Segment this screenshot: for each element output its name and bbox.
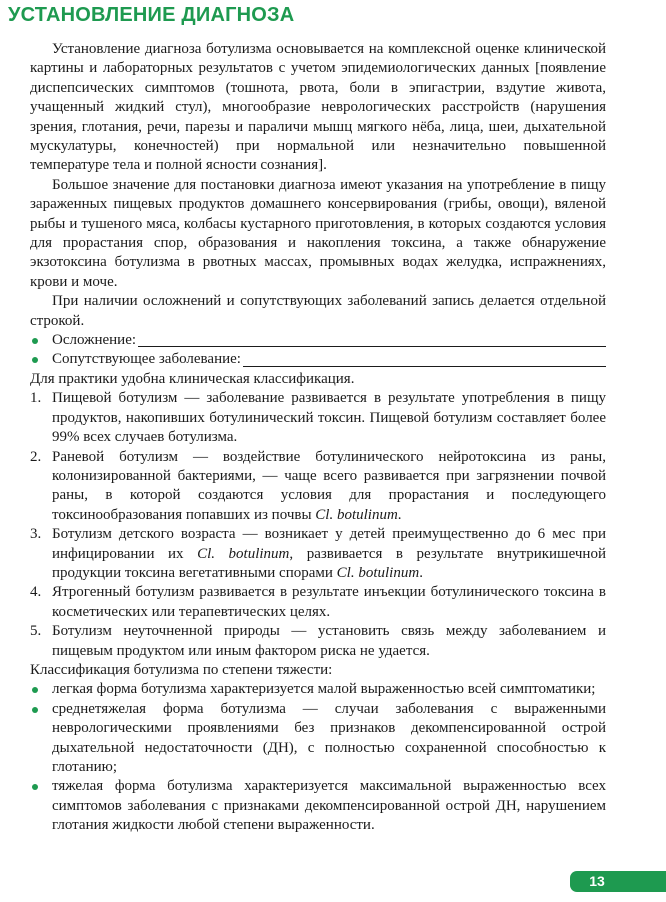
comorbidity-field <box>30 350 606 369</box>
complication-fill-rule <box>138 346 606 347</box>
page-number: 13 <box>589 873 605 889</box>
severity-item-severe <box>30 777 606 835</box>
item-text-middle: , развивается в результате внутрикишечной продукции токсина вегетативными спорами <box>52 545 606 581</box>
page-body <box>30 40 606 836</box>
paragraph-diagnosis: Установление диагноза ботулизма основывается на комплексной оценке клинической картины и лабораторных результатов с учетом эпидемиологических данных [появление диспепсических симптомов (тошнота, рвота, боли в эпигастрии, вздутие живота, учащенный жидкий стул), многообразие неврологических расстройств (нарушения зрения, глотания, речи, парезы и параличи мышц мягкого нёба, лица, шеи, дыхательной мускулатуры, конечностей) при нормальной или незначительно повышенной температуре тела и полной ясности сознания]. <box>30 41 606 174</box>
numbered-item-wound <box>30 448 606 526</box>
numbered-item-iatrogenic <box>30 583 606 622</box>
item-text: Раневой ботулизм — воздействие ботулинического нейротоксина из раны, колонизированной бактериями, — чаще всего развивается при загрязнении почвой раны, в которой создаются условия для прорастания и последующего токсинообразования попавших из почвы <box>52 448 606 523</box>
severity-item-mild <box>30 680 606 699</box>
numbered-item-infant <box>30 525 606 583</box>
numbered-item-food <box>30 389 606 447</box>
item-number: 2. <box>30 448 42 465</box>
bullet-dot-icon <box>32 784 38 790</box>
species-name: Cl. botulinum <box>315 506 398 523</box>
severity-text: среднетяжелая форма ботулизма — случаи заболевания с выраженными неврологическими проявлениями без признаков декомпенсированной острой дыхательной недостаточности (ДН), с полностью сохраненной способностью к глотанию; <box>52 700 606 775</box>
item-text: Пищевой ботулизм — заболевание развивается в результате употребления в пищу продуктов, накопивших ботулинический токсин. Пищевой ботулизм составляет более 99% всех случаев ботулизма. <box>52 390 606 446</box>
item-text: Ботулизм неуточненной природы — установить связь между заболеванием и пищевым продуктом или иным фактором риска не удается. <box>52 623 606 659</box>
section-heading: УСТАНОВЛЕНИЕ ДИАГНОЗА <box>8 4 295 26</box>
complication-field <box>30 331 606 350</box>
comorbidity-fill-rule <box>243 366 606 367</box>
severity-intro: Классификация ботулизма по степени тяжести: <box>30 661 333 678</box>
item-number: 5. <box>30 623 42 640</box>
severity-text: легкая форма ботулизма характеризуется малой выраженностью всей симптоматики; <box>52 681 596 698</box>
item-number: 1. <box>30 390 42 407</box>
severity-text: тяжелая форма ботулизма характеризуется максимальной выраженностью всех симптомов заболевания с признаками декомпенсированной острой ДН, нарушением глотания жидкости любой степени выраженности. <box>52 778 606 834</box>
item-text: Ботулизм детского возраста — возникает у детей преимущественно до 6 мес при инфицировании их <box>52 526 606 562</box>
item-number: 3. <box>30 526 42 543</box>
severity-item-moderate <box>30 700 606 778</box>
species-name: Cl. botulinum <box>336 564 420 581</box>
species-name: Cl. botulinum <box>197 545 290 562</box>
classification-intro: Для практики удобна клиническая классификация. <box>30 370 355 387</box>
item-text: Ятрогенный ботулизм развивается в результате инъекции ботулинического токсина в косметических или терапевтических целях. <box>52 584 606 620</box>
bullet-dot-icon <box>32 687 38 693</box>
bullet-dot-icon <box>32 357 38 363</box>
bullet-dot-icon <box>32 338 38 344</box>
paragraph-complications: При наличии осложнений и сопутствующих заболеваний запись делается отдельной строкой. <box>30 293 606 329</box>
paragraph-anamnesis: Большое значение для постановки диагноза имеют указания на употребление в пищу зараженных пищевых продуктов домашнего консервирования (грибы, овощи), вяленой рыбы и тушеного мяса, колбасы кустарного приготовления, в которых создаются условия для прорастания спор, образования и накопления токсина, а также обнаружение экзотоксина ботулизма в рвотных массах, промывных водах желудка, испражнениях, крови и моче. <box>30 176 606 290</box>
numbered-item-unspecified <box>30 622 606 661</box>
item-text-end: . <box>397 506 402 523</box>
comorbidity-label: Сопутствующее заболевание: <box>52 351 241 368</box>
complication-label: Осложнение: <box>52 332 137 349</box>
item-number: 4. <box>30 584 42 601</box>
item-text-end: . <box>419 564 423 581</box>
bullet-dot-icon <box>32 707 38 713</box>
